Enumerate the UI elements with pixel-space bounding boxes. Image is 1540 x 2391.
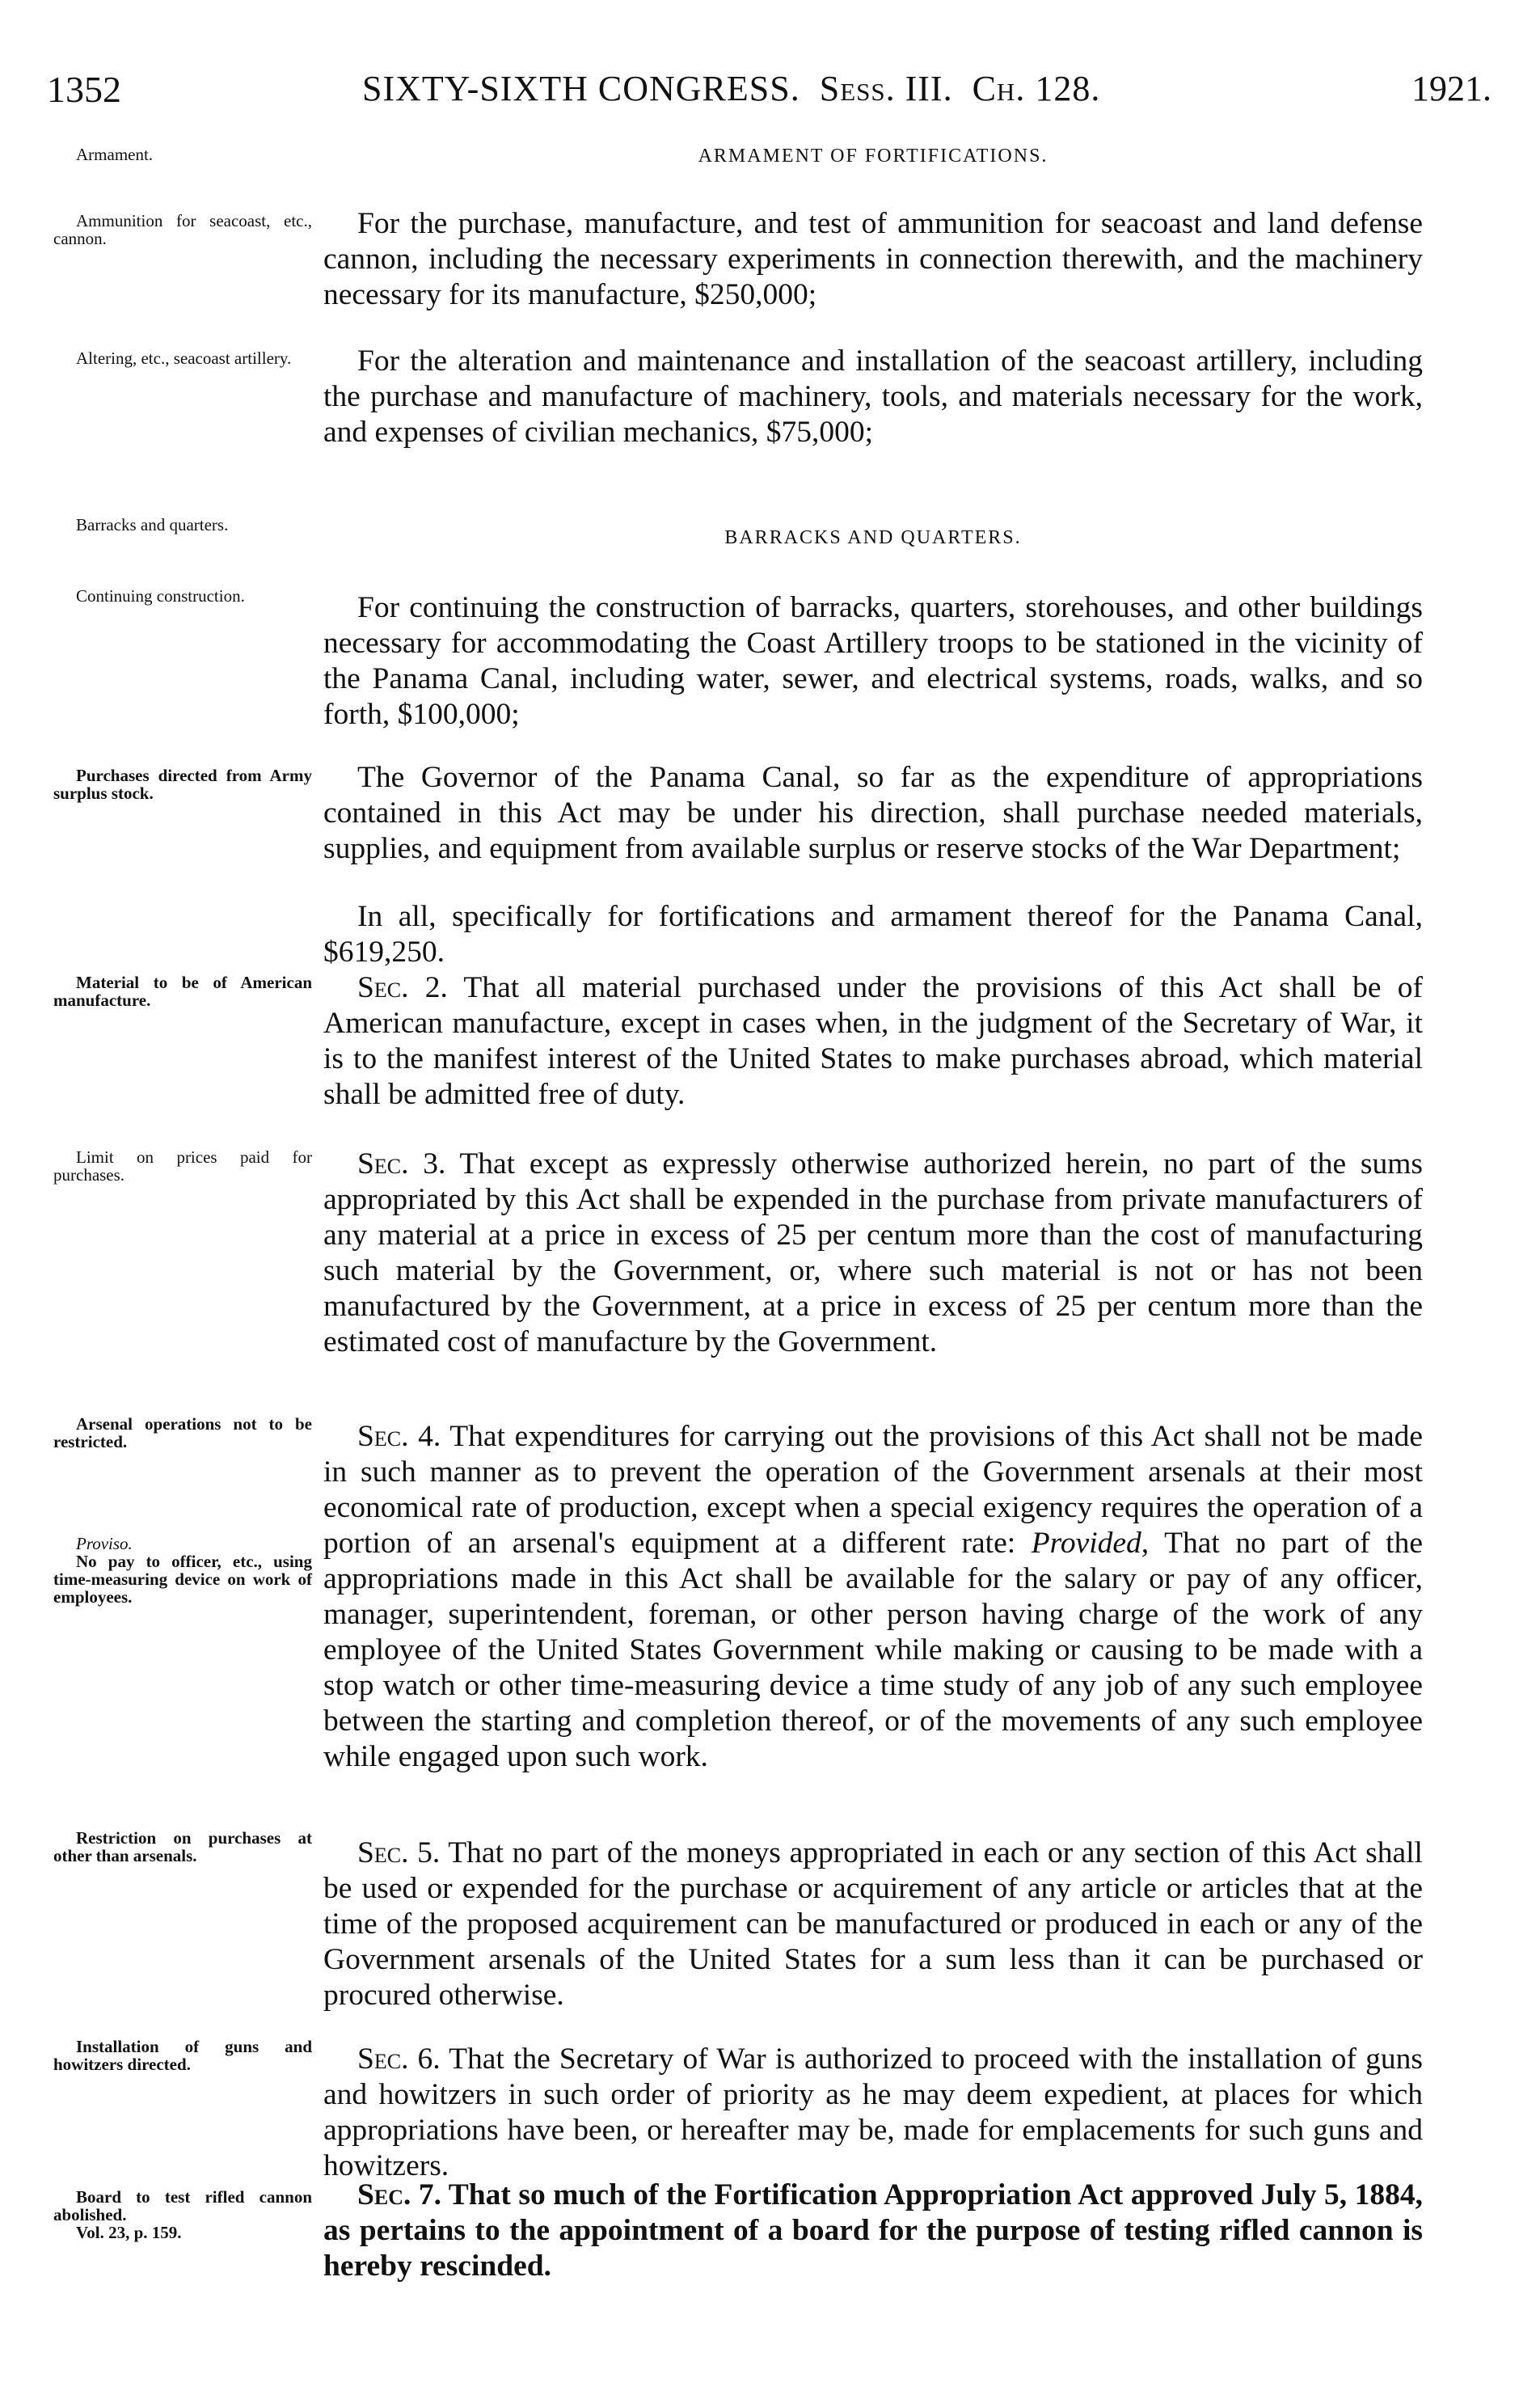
section-text: That except as expressly otherwise authorized herein, no part of the sums appropriated by this Act shall be expended in the purchase from private manufacturers of any material at a price in excess of 25 per centum more than the cost of manufacturing such material by the Government, or, where such material is not or has not been manufactured by the Government, at a price in excess of 25 per centum more than the estimated cost of manufacture by the Government. (323, 1147, 1423, 1358)
page-number: 1352 (47, 69, 121, 110)
chapter: Ch. 128. (972, 69, 1101, 108)
section-5 (323, 1835, 1423, 2013)
section-4 (323, 1419, 1423, 1775)
section-2 (323, 970, 1423, 1113)
section-3 (323, 1147, 1423, 1360)
margin-note: Barracks and quarters. (76, 515, 229, 534)
proviso-word: Provided, (1031, 1527, 1150, 1560)
margin-note: Arsenal operations not to be restricted. (53, 1414, 312, 1451)
margin-note: Board to test rifled cannon abolished. (53, 2187, 312, 2224)
margin-note: Limit on prices paid for purchases. (53, 1147, 312, 1185)
margin-note: Purchases directed from Army surplus stock. (53, 766, 312, 803)
section-text: That no part of the moneys appropriated in each or any section of this Act shall be used or expended for the purchase or acquirement of any article or articles that at the time of the proposed acquirement can be manufactured or produced in each or any of the Government arsenals of the United States for a sum less than it can be purchased or procured otherwise. (323, 1836, 1423, 2012)
congress-title: SIXTY-SIXTH CONGRESS. (362, 69, 800, 108)
section-heading-barracks: BARRACKS AND QUARTERS. (724, 527, 1022, 548)
paragraph-in-all: In all, specifically for fortifications and armament thereof for the Panama Canal, $619,250. (323, 900, 1423, 969)
margin-note: Continuing construction. (76, 586, 245, 606)
margin-note: No pay to officer, etc., using time-measuring device on work of employees. (53, 1552, 312, 1607)
section-text: That so much of the Fortification Appropriation Act approved July 5, 1884, as pertains to the appointment of a board for the purpose of testing rifled cannon is hereby rescinded. (323, 2178, 1423, 2283)
section-text: That all material purchased under the provisions of this Act shall be of American manufacture, except in cases when, in the judgment of the Secretary of War, it is to the manifest interest of the United States to make purchases abroad, which material shall be admitted free of duty. (323, 971, 1423, 1111)
section-text: That the Secretary of War is authorized to proceed with the installation of guns and howitzers in such order of priority as he may deem expedient, at places for which appropriations have been, or hereafter may be, made for emplacements for such guns and howitzers. (323, 2042, 1423, 2182)
running-title (362, 68, 1100, 109)
section-label: Sec. 2. (357, 971, 448, 1004)
paragraph-continuing-construction: For continuing the construction of barracks, quarters, storehouses, and other buildings necessary for accommodating the Coast Artillery troops to be stationed in the vicinity of the Panama Canal, including water, sewer, and electrical systems, roads, walks, and so forth, $100,000; (323, 591, 1423, 731)
paragraph-ammunition: For the purchase, manufacture, and test of ammunition for seacoast and land defense cannon, including the necessary experiments in connection therewith, and the machinery necessary for its manufacture, $250,000; (323, 207, 1423, 311)
section-label: Sec. 5. (357, 1836, 441, 1869)
section-heading-armament: ARMAMENT OF FORTIFICATIONS. (698, 146, 1048, 167)
section-label: Sec. 6. (357, 2042, 441, 2076)
paragraph-altering: For the alteration and maintenance and installation of the seacoast artillery, including the purchase and manufacture of machinery, tools, and materials necessary for the work, and expenses of civilian mechanics, $75,000; (323, 344, 1423, 449)
margin-note: Restriction on purchases at other than arsenals. (53, 1828, 312, 1865)
session: Sess. III. (819, 69, 953, 108)
section-6 (323, 2042, 1423, 2184)
section-text: That no part of the appropriations made in this Act shall be available for the salary or pay of any officer, manager, superintendent, foreman, or other person having charge of the work of any employee of the United States Government while making or causing to be made with a stop watch or other time-measuring device a time study of any job of any such employee between the starting and completion thereof, or of the movements of any such employee while engaged upon such work. (323, 1527, 1423, 1773)
margin-note: Ammunition for seacoast, etc., cannon. (53, 211, 312, 248)
year: 1921. (1411, 69, 1491, 108)
section-label: Sec. 7. (357, 2178, 441, 2211)
section-label: Sec. 3. (357, 1147, 446, 1181)
margin-note: Material to be of American manufacture. (53, 973, 312, 1010)
margin-note: Installation of guns and howitzers directed. (53, 2037, 312, 2074)
margin-note: Armament. (76, 145, 154, 164)
margin-note: Altering, etc., seacoast artillery. (76, 349, 292, 368)
margin-note-proviso: Proviso. (76, 1534, 133, 1553)
paragraph-governor: The Governor of the Panama Canal, so far as the expenditure of appropriations contained in this Act may be under his direction, shall purchase needed materials, supplies, and equipment from available surplus or reserve stocks of the War Department; (323, 761, 1423, 865)
page-header (47, 68, 1491, 116)
section-label: Sec. 4. (357, 1420, 441, 1453)
section-7 (323, 2178, 1423, 2284)
section-text: That expenditures for carrying out the provisions of this Act shall not be made in such manner as to prevent the operation of the Government arsenals at their most economical rate of production, except when a special exigency requires the operation of a portion of an arsenal's equipment at a different rate: (323, 1420, 1423, 1560)
margin-note-citation: Vol. 23, p. 159. (76, 2223, 182, 2242)
